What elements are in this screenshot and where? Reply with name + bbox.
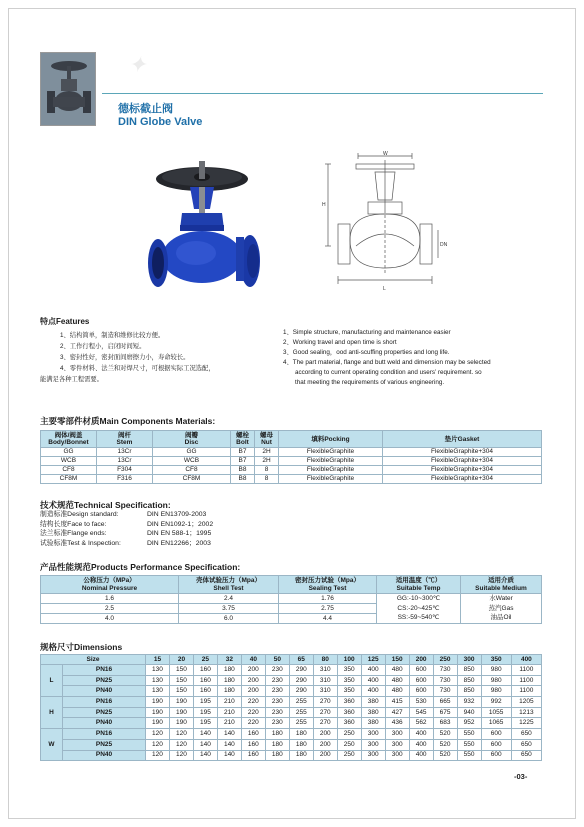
dim-cell: 150: [169, 665, 193, 676]
dim-cell: 400: [409, 750, 433, 761]
technical-title: 技术规范Technical Specification:: [40, 500, 171, 510]
table-row: [41, 466, 542, 475]
dim-cell: 400: [409, 729, 433, 740]
dim-size-header: 350: [481, 655, 511, 665]
dim-cell: 200: [313, 750, 337, 761]
material-cell: B7: [231, 457, 255, 466]
dim-group-label: H: [41, 697, 63, 729]
table-row: [41, 686, 542, 697]
dim-cell: 1100: [511, 686, 541, 697]
dim-cell: 1205: [511, 697, 541, 708]
dim-size-header: 15: [146, 655, 170, 665]
dim-cell: 380: [361, 707, 385, 718]
dim-cell: 400: [361, 675, 385, 686]
dim-cell: 520: [433, 750, 457, 761]
dim-cell: 415: [385, 697, 409, 708]
feature-en-5: according to current operating condition and users’ requirement. so: [295, 369, 482, 376]
dim-cell: 200: [313, 739, 337, 750]
label-w: W: [383, 151, 388, 157]
dim-cell: 400: [361, 665, 385, 676]
feature-en-1: 1、Simple structure, manufacturing and maintenance easier: [283, 329, 451, 336]
dim-pressure-label: PN40: [63, 686, 146, 697]
material-cell: B7: [231, 448, 255, 457]
dim-size-header: 20: [169, 655, 193, 665]
dim-cell: 992: [481, 697, 511, 708]
feature-en-3: 3、Good sealing，ood anti-scuffing properties and long life.: [283, 349, 450, 356]
dim-cell: 427: [385, 707, 409, 718]
dim-cell: 210: [217, 718, 241, 729]
mat-col-nut: 螺母 Nut: [255, 431, 279, 448]
material-cell: 8: [255, 475, 279, 484]
dim-cell: 380: [361, 697, 385, 708]
dim-cell: 180: [265, 729, 289, 740]
dim-cell: 270: [313, 707, 337, 718]
dim-cell: 230: [265, 718, 289, 729]
dim-cell: 665: [433, 697, 457, 708]
dim-cell: 650: [511, 750, 541, 761]
dim-cell: 290: [289, 675, 313, 686]
material-cell: WCB: [153, 457, 231, 466]
perf-cell: 6.0: [179, 614, 279, 624]
material-cell: GG: [153, 448, 231, 457]
dim-size-label: Size: [41, 655, 146, 665]
dim-cell: 650: [511, 729, 541, 740]
table-row: [41, 739, 542, 750]
spec-test: 试验标准Test & Inspection: DIN EN12266；2003: [40, 539, 211, 547]
spec-face-to-face: 结构长度Face to face: DIN EN1092-1；2002: [40, 520, 214, 528]
dim-cell: 350: [337, 686, 361, 697]
dim-cell: 160: [241, 750, 265, 761]
dim-cell: 230: [265, 707, 289, 718]
dim-cell: 195: [193, 707, 217, 718]
material-cell: 2H: [255, 448, 279, 457]
dim-cell: 600: [481, 750, 511, 761]
dim-cell: 952: [457, 718, 481, 729]
dim-cell: 310: [313, 665, 337, 676]
dim-cell: 1225: [511, 718, 541, 729]
dim-cell: 530: [409, 697, 433, 708]
dim-cell: 180: [289, 729, 313, 740]
perf-col-temp: 适用温度（℃） Suitable Temp: [377, 576, 461, 594]
dim-cell: 190: [169, 697, 193, 708]
perf-col-nominal: 公称压力（MPa） Nominal Pressure: [41, 576, 179, 594]
dim-size-header: 125: [361, 655, 385, 665]
dim-cell: 350: [337, 675, 361, 686]
dim-cell: 180: [265, 739, 289, 750]
material-cell: GG: [41, 448, 97, 457]
dim-cell: 180: [217, 686, 241, 697]
dim-cell: 140: [217, 750, 241, 761]
dim-size-header: 150: [385, 655, 409, 665]
dim-cell: 270: [313, 718, 337, 729]
dim-cell: 250: [337, 750, 361, 761]
dim-cell: 980: [481, 686, 511, 697]
material-cell: 13Cr: [97, 448, 153, 457]
dim-size-header: 65: [289, 655, 313, 665]
perf-cell: 2.75: [279, 604, 377, 614]
perf-temps: GG:-10~300℃ CS:-20~425℃ SS:-59~540℃: [377, 594, 461, 624]
dim-size-header: 80: [313, 655, 337, 665]
dim-cell: 190: [169, 707, 193, 718]
dim-cell: 300: [385, 750, 409, 761]
dim-cell: 190: [146, 697, 170, 708]
dim-cell: 600: [409, 675, 433, 686]
dim-cell: 360: [337, 718, 361, 729]
dim-cell: 550: [457, 750, 481, 761]
perf-col-shell: 壳体试验压力（Mpa） Shell Test: [179, 576, 279, 594]
valve-thumbnail: [40, 52, 96, 126]
dim-cell: 360: [337, 707, 361, 718]
dim-cell: 255: [289, 697, 313, 708]
material-cell: CF8M: [153, 475, 231, 484]
dim-cell: 220: [241, 707, 265, 718]
dim-cell: 220: [241, 718, 265, 729]
dim-cell: 650: [511, 739, 541, 750]
feature-cn-5: 能满足各种工程需要。: [40, 376, 103, 383]
dim-pressure-label: PN16: [63, 665, 146, 676]
table-row: [41, 475, 542, 484]
dim-cell: 130: [146, 665, 170, 676]
dim-cell: 400: [409, 739, 433, 750]
material-cell: FlexibleGraphite: [279, 457, 383, 466]
dim-cell: 120: [169, 739, 193, 750]
dim-cell: 730: [433, 665, 457, 676]
perf-cell: 3.75: [179, 604, 279, 614]
dim-cell: 562: [409, 718, 433, 729]
material-cell: WCB: [41, 457, 97, 466]
dim-size-header: 300: [457, 655, 481, 665]
dim-cell: 600: [481, 729, 511, 740]
dim-cell: 160: [241, 739, 265, 750]
dim-cell: 850: [457, 675, 481, 686]
dim-cell: 436: [385, 718, 409, 729]
dim-size-header: 32: [217, 655, 241, 665]
dim-cell: 250: [337, 739, 361, 750]
dim-cell: 120: [169, 729, 193, 740]
dim-cell: 480: [385, 665, 409, 676]
performance-table: [40, 575, 542, 624]
dim-cell: 850: [457, 686, 481, 697]
feature-cn-1: 1、结构简单，制造和维修比较方便。: [60, 332, 165, 339]
perf-col-sealing: 密封压力试验（Mpa） Sealing Test: [279, 576, 377, 594]
perf-cell: 1.76: [279, 594, 377, 604]
dim-cell: 160: [193, 686, 217, 697]
perf-cell: 4.0: [41, 614, 179, 624]
dim-cell: 300: [361, 729, 385, 740]
performance-title: 产品性能规范Products Performance Specification:: [40, 562, 241, 572]
mat-col-gasket: 垫片Gasket: [383, 431, 542, 448]
feature-en-4: 4、The part material, flange and butt weld and dimension may be selected: [283, 359, 491, 366]
dim-cell: 140: [193, 739, 217, 750]
dim-cell: 150: [169, 675, 193, 686]
dim-cell: 255: [289, 718, 313, 729]
feature-cn-3: 3、密封性好，密封面间磨擦力小，寿命较长。: [60, 354, 190, 361]
dim-cell: 300: [385, 729, 409, 740]
table-row: [41, 665, 542, 676]
header-watermark: ✦: [128, 52, 147, 77]
perf-cell: 2.4: [179, 594, 279, 604]
label-dn: DN: [440, 242, 448, 248]
dim-cell: 230: [265, 697, 289, 708]
dim-size-header: 100: [337, 655, 361, 665]
perf-cell: 4.4: [279, 614, 377, 624]
spec-design: 制造标准Design standard: DIN EN13709-2003: [40, 511, 207, 518]
technical-spec: [40, 510, 213, 548]
dim-cell: 195: [193, 718, 217, 729]
table-row: [41, 697, 542, 708]
features-title: 特点Features: [40, 317, 90, 326]
dim-cell: 980: [481, 665, 511, 676]
table-row: [41, 707, 542, 718]
dim-cell: 400: [361, 686, 385, 697]
dim-cell: 550: [457, 739, 481, 750]
mat-col-packing: 填料Pocking: [279, 431, 383, 448]
dim-cell: 180: [217, 675, 241, 686]
dim-cell: 160: [193, 675, 217, 686]
dim-size-header: 200: [409, 655, 433, 665]
dim-pressure-label: PN25: [63, 675, 146, 686]
material-cell: B8: [231, 466, 255, 475]
dim-cell: 310: [313, 686, 337, 697]
dim-cell: 520: [433, 739, 457, 750]
dim-cell: 980: [481, 675, 511, 686]
dim-cell: 600: [409, 665, 433, 676]
material-cell: FlexibleGraphite+304: [383, 457, 542, 466]
dim-cell: 200: [241, 675, 265, 686]
dim-cell: 210: [217, 697, 241, 708]
dim-cell: 120: [146, 729, 170, 740]
material-cell: CF8M: [41, 475, 97, 484]
dim-cell: 300: [385, 739, 409, 750]
dim-cell: 180: [289, 739, 313, 750]
dim-cell: 300: [361, 739, 385, 750]
table-row: [41, 675, 542, 686]
dim-cell: 1100: [511, 675, 541, 686]
dim-cell: 180: [217, 665, 241, 676]
dim-pressure-label: PN16: [63, 729, 146, 740]
dim-pressure-label: PN40: [63, 750, 146, 761]
dim-size-header: 40: [241, 655, 265, 665]
table-row: [41, 750, 542, 761]
dim-cell: 140: [193, 750, 217, 761]
dim-cell: 675: [433, 707, 457, 718]
perf-cell: 2.5: [41, 604, 179, 614]
features-chinese: [40, 330, 280, 385]
dim-size-header: 25: [193, 655, 217, 665]
dim-cell: 230: [265, 665, 289, 676]
dim-cell: 195: [193, 697, 217, 708]
perf-cell: 1.6: [41, 594, 179, 604]
dim-cell: 380: [361, 718, 385, 729]
dim-cell: 150: [169, 686, 193, 697]
dim-cell: 160: [241, 729, 265, 740]
material-cell: FlexibleGraphite: [279, 448, 383, 457]
dim-cell: 120: [169, 750, 193, 761]
dim-cell: 290: [289, 686, 313, 697]
valve-photo: [140, 157, 280, 307]
dim-cell: 120: [146, 750, 170, 761]
dim-pressure-label: PN25: [63, 739, 146, 750]
dim-cell: 940: [457, 707, 481, 718]
dim-cell: 730: [433, 675, 457, 686]
material-cell: FlexibleGraphite: [279, 466, 383, 475]
dim-pressure-label: PN16: [63, 697, 146, 708]
dim-cell: 932: [457, 697, 481, 708]
dimension-drawing: [320, 150, 450, 298]
title-chinese: 德标截止阀: [118, 103, 173, 115]
dim-cell: 550: [457, 729, 481, 740]
dim-cell: 190: [169, 718, 193, 729]
feature-en-6: that meeting the requirements of various engineering.: [295, 379, 445, 386]
dimensions-title: 规格尺寸Dimensions: [40, 642, 123, 652]
dim-cell: 290: [289, 665, 313, 676]
dim-cell: 300: [361, 750, 385, 761]
dim-cell: 683: [433, 718, 457, 729]
title-english: DIN Globe Valve: [118, 116, 203, 128]
dim-size-header: 50: [265, 655, 289, 665]
dim-pressure-label: PN25: [63, 707, 146, 718]
table-row: [41, 729, 542, 740]
features-english: [283, 328, 553, 388]
dim-cell: 255: [289, 707, 313, 718]
dim-cell: 480: [385, 675, 409, 686]
dim-cell: 180: [265, 750, 289, 761]
dim-cell: 180: [289, 750, 313, 761]
dim-cell: 130: [146, 675, 170, 686]
dimensions-table: [40, 654, 542, 761]
dim-pressure-label: PN40: [63, 718, 146, 729]
dim-cell: 250: [337, 729, 361, 740]
label-h: H: [322, 202, 326, 208]
dim-cell: 200: [241, 665, 265, 676]
mat-col-body: 阀体/阀盖 Body/Bonnet: [41, 431, 97, 448]
table-row: [41, 718, 542, 729]
material-cell: 2H: [255, 457, 279, 466]
table-row: [41, 457, 542, 466]
dim-cell: 190: [146, 707, 170, 718]
dim-cell: 220: [241, 697, 265, 708]
dim-cell: 230: [265, 675, 289, 686]
dim-size-header: 400: [511, 655, 541, 665]
material-cell: 13Cr: [97, 457, 153, 466]
dim-cell: 140: [193, 729, 217, 740]
dim-cell: 1055: [481, 707, 511, 718]
dim-cell: 140: [217, 739, 241, 750]
mat-col-stem: 阀杆 Stem: [97, 431, 153, 448]
dim-cell: 1213: [511, 707, 541, 718]
dim-group-label: W: [41, 729, 63, 761]
page-number: -03-: [514, 772, 528, 781]
material-cell: B8: [231, 475, 255, 484]
materials-title: 主要零部件材质Main Components Materials:: [40, 416, 216, 426]
dim-cell: 210: [217, 707, 241, 718]
dim-cell: 200: [313, 729, 337, 740]
dim-size-header: 250: [433, 655, 457, 665]
feature-cn-2: 2、工作行程小，启闭时间短。: [60, 343, 146, 350]
dim-group-label: L: [41, 665, 63, 697]
dim-cell: 730: [433, 686, 457, 697]
dim-cell: 1100: [511, 665, 541, 676]
material-cell: F304: [97, 466, 153, 475]
mat-col-disc: 阀瓣 Disc: [153, 431, 231, 448]
mat-col-bolt: 螺栓 Bolt: [231, 431, 255, 448]
dim-cell: 190: [146, 718, 170, 729]
material-cell: FlexibleGraphite+304: [383, 475, 542, 484]
dim-cell: 360: [337, 697, 361, 708]
materials-table: [40, 430, 542, 484]
dim-cell: 120: [146, 739, 170, 750]
material-cell: FlexibleGraphite+304: [383, 466, 542, 475]
perf-media: 水Water 蒸汽Gas 油品Oil: [461, 594, 542, 624]
dim-cell: 1065: [481, 718, 511, 729]
dim-cell: 140: [217, 729, 241, 740]
dim-cell: 520: [433, 729, 457, 740]
dim-cell: 270: [313, 697, 337, 708]
dim-cell: 850: [457, 665, 481, 676]
material-cell: CF8: [153, 466, 231, 475]
dim-cell: 600: [409, 686, 433, 697]
dim-cell: 200: [241, 686, 265, 697]
dim-cell: 130: [146, 686, 170, 697]
material-cell: F316: [97, 475, 153, 484]
material-cell: CF8: [41, 466, 97, 475]
material-cell: FlexibleGraphite+304: [383, 448, 542, 457]
title-rule: [102, 93, 543, 94]
label-l: L: [383, 286, 386, 292]
dim-cell: 545: [409, 707, 433, 718]
dim-cell: 160: [193, 665, 217, 676]
feature-en-2: 2、Working travel and open time is short: [283, 339, 397, 346]
material-cell: FlexibleGraphite: [279, 475, 383, 484]
table-row: [41, 448, 542, 457]
spec-flange: 法兰标准Flange ends: DIN EN 588-1；1995: [40, 530, 212, 537]
feature-cn-4: 4、零件材料、法兰和对焊尺寸，可根据实际工况选配，: [60, 365, 215, 372]
dim-cell: 310: [313, 675, 337, 686]
dim-cell: 350: [337, 665, 361, 676]
dim-cell: 600: [481, 739, 511, 750]
dim-cell: 230: [265, 686, 289, 697]
material-cell: 8: [255, 466, 279, 475]
perf-col-medium: 适用介质 Suitable Medium: [461, 576, 542, 594]
dim-cell: 480: [385, 686, 409, 697]
